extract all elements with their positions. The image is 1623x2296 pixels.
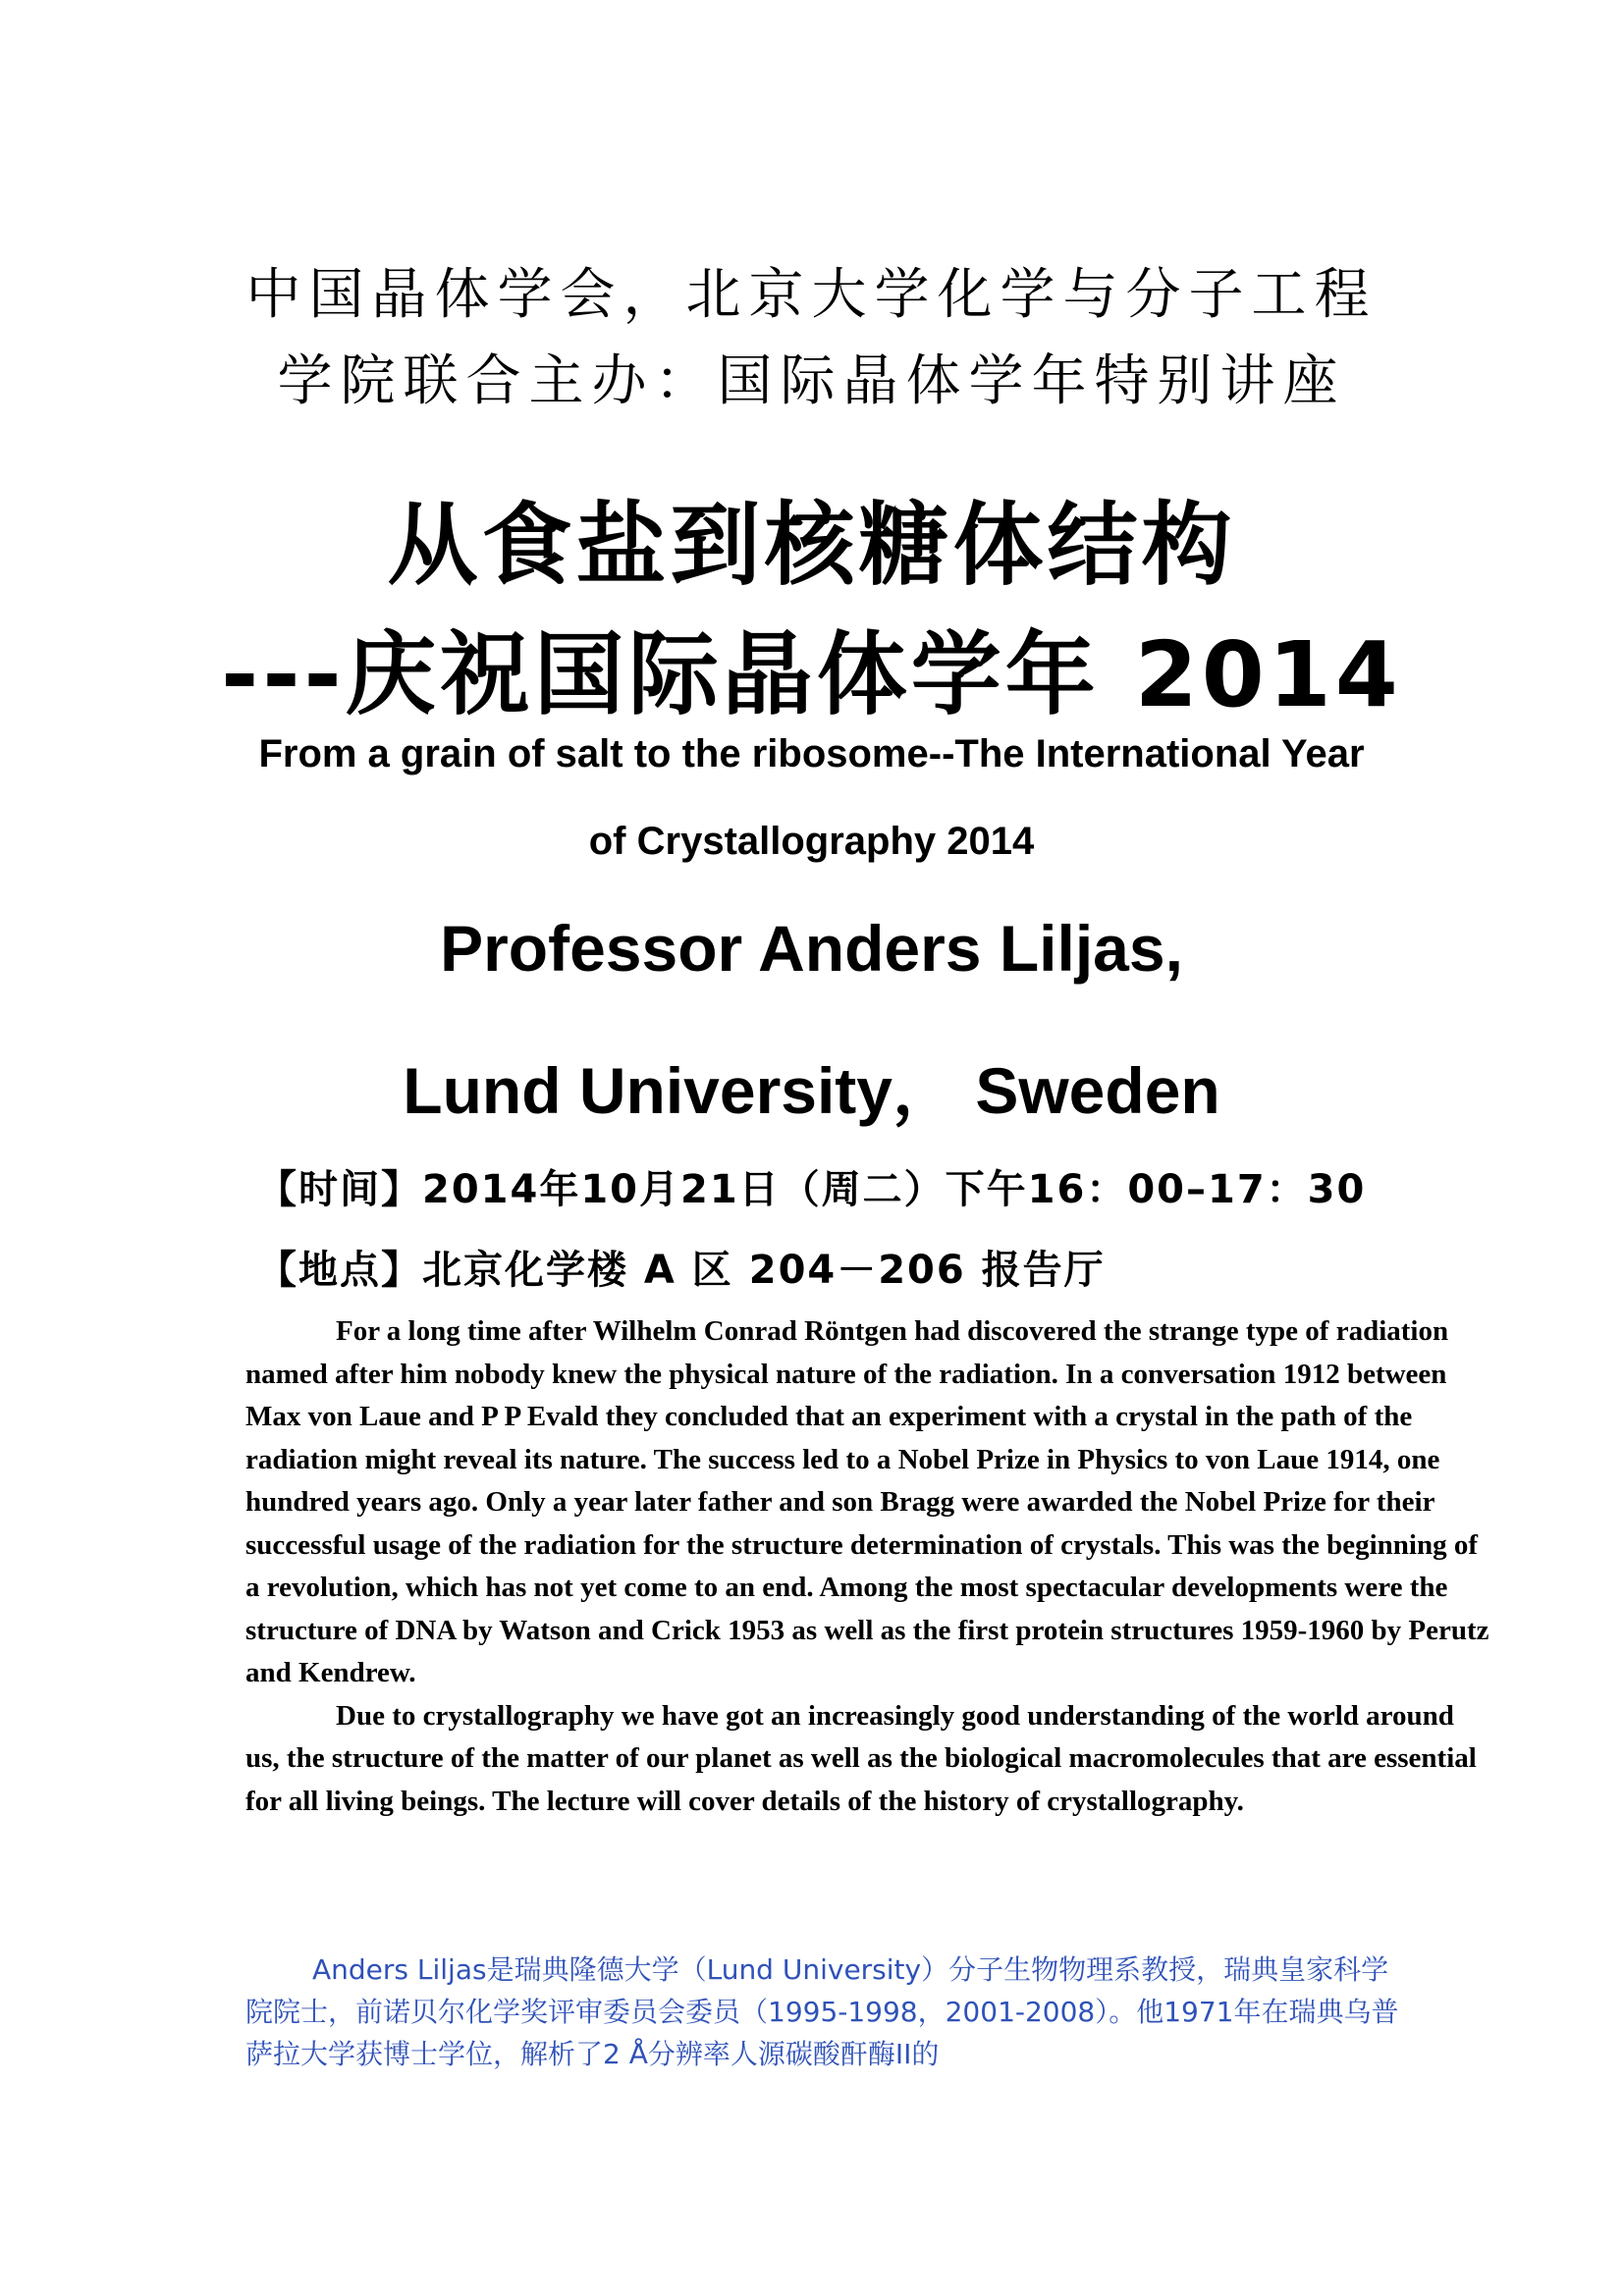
title-en-line-2: of Crystallography 2014 <box>588 820 1035 863</box>
abstract-paragraph-1: For a long time after Wilhelm Conrad Röntgen had discovered the strange type of radiation named after him nobody knew the physical nature of the radiation. In a conversation 1912 between Max von Laue and P P Evald they concluded that an experiment with a crystal in the path of the radiation might reveal its nature. The success led to a Nobel Prize in Physics to von Laue 1914, one hundred years ago. Only a year later father and son Bragg were awarded the Nobel Prize for their successful usage of the radiation for the structure determination of crystals. This was the beginning of a revolution, which has not yet come to an end. Among the most spectacular developments were the structure of DNA by Watson and Crick 1953 as well as the first protein structures 1959-1960 by Perutz and Kendrew. <box>245 1315 1489 1688</box>
organizer-line-2: 学院联合主办：国际晶体学年特别讲座 <box>277 349 1346 413</box>
speaker-bio-text: Anders Liljas是瑞典隆德大学（Lund University）分子生物物理系教授，瑞典皇家科学院院士，前诺贝尔化学奖评审委员会委员（1995-1998，2001-2008）。他1971年在瑞典乌普萨拉大学获博士学位，解析了2 Å分辨率人源碳酸酐酶II的 <box>245 1953 1399 2070</box>
event-place: 【地点】北京化学楼 A 区 204－206 报告厅 <box>257 1248 1106 1293</box>
title-zh-line-1: 从食盐到核糖体结构 <box>387 493 1236 598</box>
event-time: 【时间】2014年10月21日（周二）下午16：00–17：30 <box>257 1167 1367 1212</box>
speaker-affiliation: Lund University， Sweden <box>403 1054 1220 1127</box>
abstract-paragraph-2: Due to crystallography we have got an increasingly good understanding of the world around us, the structure of the matter of our planet as well as the biological macromolecules that are essential for all living beings. The lecture will cover details of the history of crystallography. <box>245 1699 1477 1817</box>
abstract <box>245 1310 1492 1823</box>
title-en-line-1: From a grain of salt to the ribosome--The International Year <box>258 732 1365 775</box>
speaker-bio <box>245 1949 1404 2075</box>
organizer-line-1: 中国晶体学会，北京大学化学与分子工程 <box>245 263 1378 327</box>
speaker-name: Professor Anders Liljas, <box>440 912 1183 985</box>
title-zh-line-2: ---庆祝国际晶体学年 2014 <box>221 622 1402 727</box>
